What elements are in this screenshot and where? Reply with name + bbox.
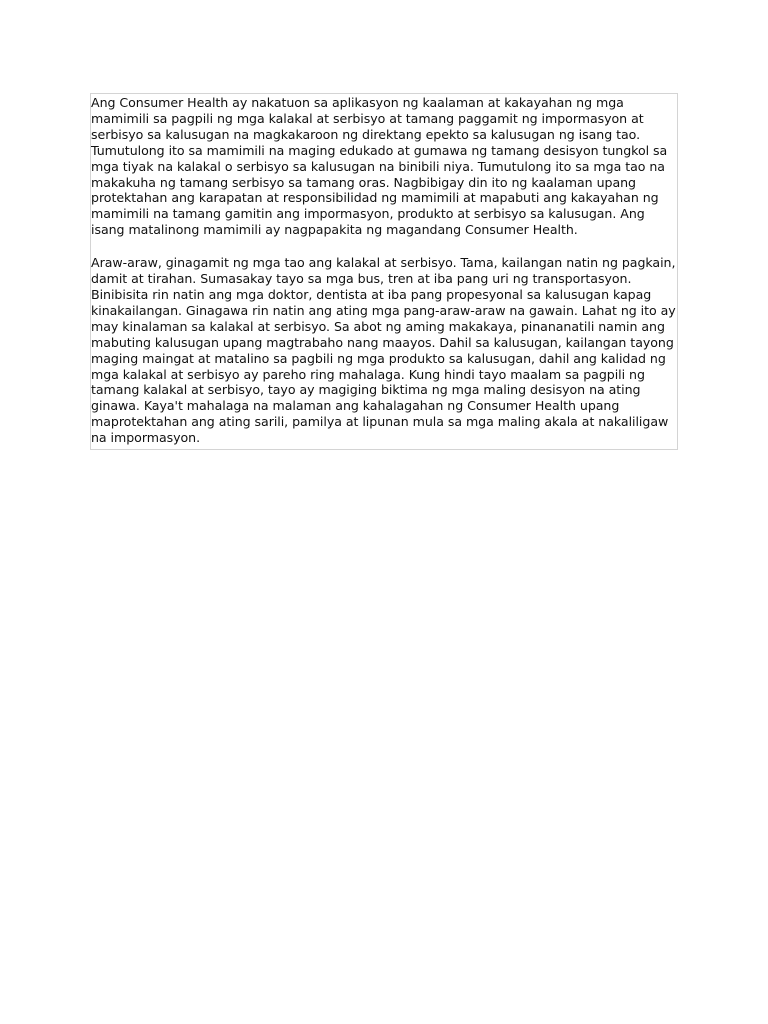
paragraph-1: Ang Consumer Health ay nakatuon sa aplikasyon ng kaalaman at kakayahan ng mga mamimili sa pagpili ng mga kalakal at serbisyo at tamang paggamit ng impormasyon at serbisyo sa kalusugan na magkakaroon ng direktang epekto sa kalusugan ng isang tao. Tumutulong ito sa mamimili na maging edukado at gumawa ng tamang desisyon tungkol sa mga tiyak na kalakal o serbisyo sa kalusugan na binibili niya. Tumutulong ito sa mga tao na makakuha ng tamang serbisyo sa tamang oras. Nagbibigay din ito ng kaalaman upang protektahan ang karapatan at responsibilidad ng mamimili at mapabuti ang kakayahan ng mamimili na tamang gamitin ang impormasyon, produkto at serbisyo sa kalusugan. Ang isang matalinong mamimili ay nagpapakita ng magandang Consumer Health. — [91, 95, 668, 238]
paragraph-2: Araw-araw, ginagamit ng mga tao ang kalakal at serbisyo. Tama, kailangan natin ng pagkain, damit at tirahan. Sumasakay tayo sa mga bus, tren at iba pang uri ng transportasyon. Binibisita rin natin ang mga doktor, dentista at iba pang propesyonal sa kalusugan kapag kinakailangan. Ginagawa rin natin ang ating mga pang-araw-araw na gawain. Lahat ng ito ay may kinalaman sa kalakal at serbisyo. Sa abot ng aming makakaya, pinananatili namin ang mabuting kalusugan upang magtrabaho nang maayos. Dahil sa kalusugan, kailangan tayong maging maingat at matalino sa pagbili ng mga produkto sa kalusugan, dahil ang kalidad ng mga kalakal at serbisyo ay pareho ring mahalaga. Kung hindi tayo maalam sa pagpili ng tamang kalakal at serbisyo, tayo ay magiging biktima ng mga maling desisyon na ating ginawa. Kaya't mahalaga na malaman ang kahalagahan ng Consumer Health upang maprotektahan ang ating sarili, pamilya at lipunan mula sa mga maling akala at nakaliligaw na impormasyon. — [91, 255, 676, 446]
text-box — [90, 93, 678, 450]
